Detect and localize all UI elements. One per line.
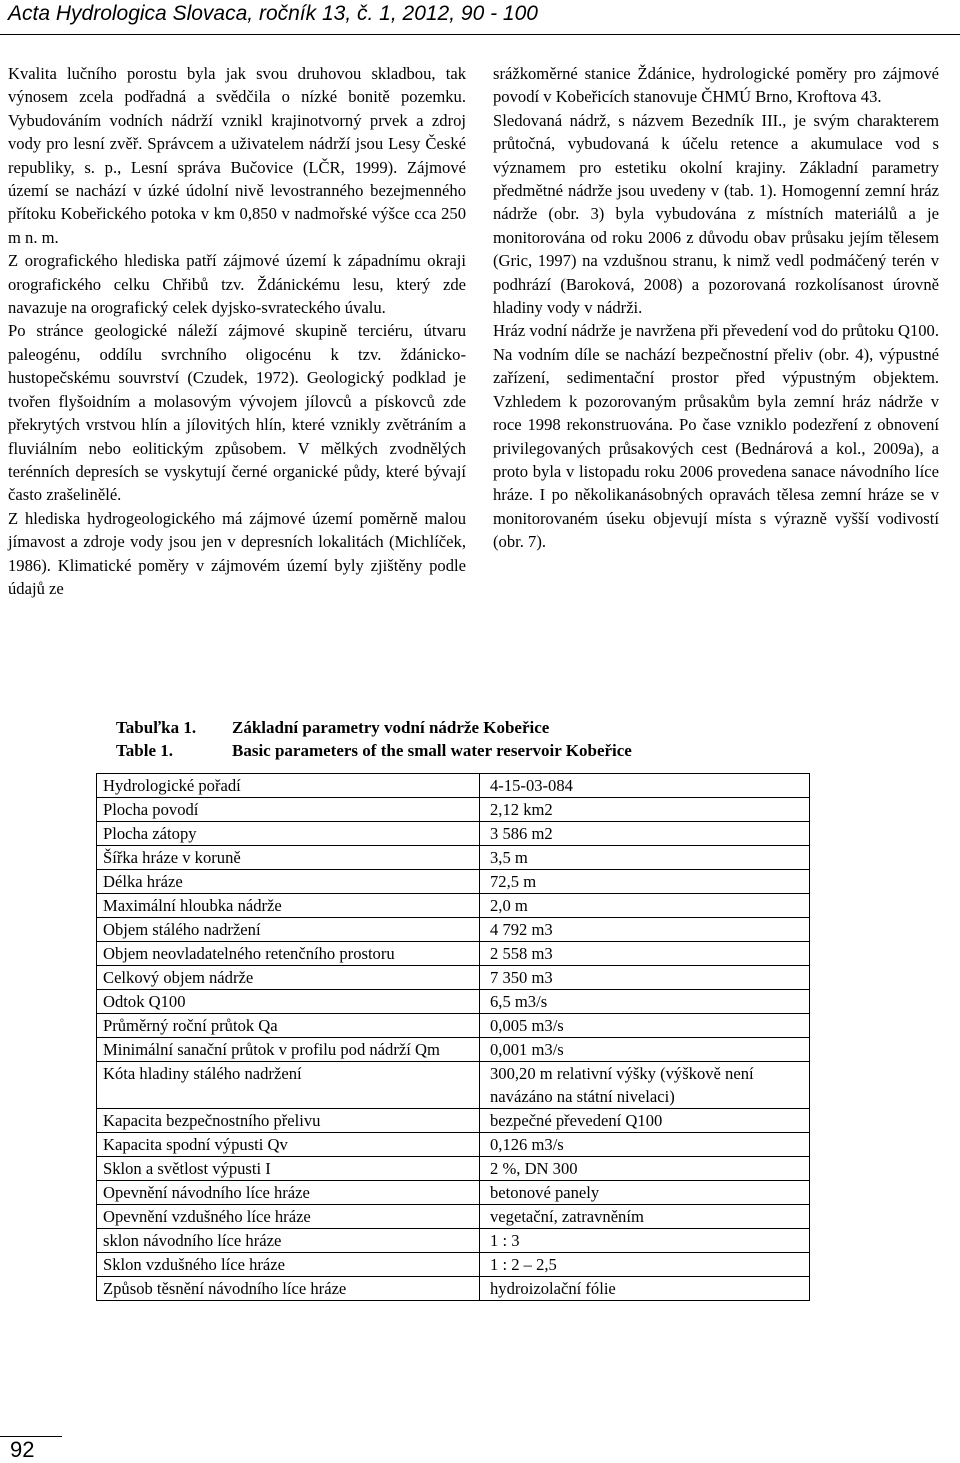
- parameter-name: Maximální hloubka nádrže: [97, 894, 480, 918]
- parameter-value: 4 792 m3: [480, 918, 810, 942]
- parameter-name: Sklon a světlost výpusti I: [97, 1157, 480, 1181]
- parameter-name: Opevnění vzdušného líce hráze: [97, 1205, 480, 1229]
- table-row: [97, 990, 810, 1014]
- table-row: [97, 1062, 810, 1109]
- table-row: [97, 1038, 810, 1062]
- right-column: [493, 62, 939, 554]
- parameter-name: sklon návodního líce hráze: [97, 1229, 480, 1253]
- table-row: [97, 1205, 810, 1229]
- parameter-value: 6,5 m3/s: [480, 990, 810, 1014]
- parameter-name: Kapacita bezpečnostního přelivu: [97, 1109, 480, 1133]
- parameter-value: 2 %, DN 300: [480, 1157, 810, 1181]
- parameter-value: betonové panely: [480, 1181, 810, 1205]
- journal-title: Acta Hydrologica Slovaca, ročník 13, č. 1, 2012, 90 - 100: [8, 2, 538, 25]
- paragraph: Z hlediska hydrogeologického má zájmové území poměrně malou jímavost a zdroje vody jsou jen v depresních lokalitách (Michlíček, 1986). Klimatické poměry v zájmovém území byly zjištěny podle údajů ze: [8, 508, 466, 598]
- table-row: [97, 846, 810, 870]
- table-row: [97, 942, 810, 966]
- parameter-value: 2,0 m: [480, 894, 810, 918]
- table-row: [97, 774, 810, 798]
- table-row: [97, 1109, 810, 1133]
- parameter-value: 2,12 km2: [480, 798, 810, 822]
- parameter-name: Hydrologické pořadí: [97, 774, 480, 798]
- paragraph: Sledovaná nádrž, s názvem Bezedník III., je svým charakterem průtočná, vybudovaná k účelu retence a akumulace vod s významem pro estetiku okolní krajiny. Základní parametry předmětné nádrže jsou uvedeny v (tab. 1). Homogenní zemní hráz nádrže (obr. 3) byla vybudována z místních materiálů a je monitorována od roku 2006 z důvodu obav průsaku jejím tělesem (Gric, 1997) na vzdušnou stranu, k nimž vedl podmáčený terén v podhrází (Baroková, 2008) a pozorovaná rozkolísanost úrovně hladiny vody v nádrži.: [493, 110, 939, 318]
- parameter-name: Odtok Q100: [97, 990, 480, 1014]
- parameter-name: Plocha povodí: [97, 798, 480, 822]
- table-row: [97, 1014, 810, 1038]
- parameter-name: Šířka hráze v koruně: [97, 846, 480, 870]
- parameter-name: Objem stálého nadržení: [97, 918, 480, 942]
- parameter-name: Celkový objem nádrže: [97, 966, 480, 990]
- table-row: [97, 870, 810, 894]
- parameter-name: Objem neovladatelného retenčního prostoru: [97, 942, 480, 966]
- parameter-value: 2 558 m3: [480, 942, 810, 966]
- table-row: [97, 1181, 810, 1205]
- parameter-value: 0,126 m3/s: [480, 1133, 810, 1157]
- paragraph: Po stránce geologické náleží zájmové skupině terciéru, útvaru paleogénu, oddílu svrchního oligocénu k tzv. ždánicko-hustopečskému souvrství (Czudek, 1972). Geologický podklad je tvořen flyšoidním a molasovým vývojem jílovců a pískovců zde překrytých vrstvou hlín a jílovitých hlín, které vznikly zvětráním a fluviálním nebo eolitickým způsobem. V mělkých zvodnělých terénních depresích se vyskytují černé organické půdy, které bývají často zrašelinělé.: [8, 321, 466, 505]
- paragraph: Hráz vodní nádrže je navržena při převedení vod do průtoku Q100. Na vodním díle se nachází bezpečnostní přeliv (obr. 4), výpustné zařízení, sedimentační prostor před výpustným objektem. Vzhledem k pozorovaným průsakům byla zemní hráz nádrže v roce 1998 rekonstruována. Po čase vzniklo podezření z obnovení privilegovaných průsakových cest (Bednárová a kol., 2009a), a proto byla v listopadu roku 2006 provedena sanace návodního líce hráze. I po několikanásobných opravách tělesa zemní hráze se v monitorovaném úseku objevují místa s výrazně vyšší vodivostí (obr. 7).: [493, 321, 939, 552]
- parameter-value: 300,20 m relativní výšky (výškově není navázáno na státní nivelaci): [480, 1062, 810, 1109]
- parameter-name: Minimální sanační průtok v profilu pod nádrží Qm: [97, 1038, 480, 1062]
- parameters-table: [96, 773, 810, 1301]
- parameter-name: Kóta hladiny stálého nadržení: [97, 1062, 480, 1109]
- parameter-value: vegetační, zatravněním: [480, 1205, 810, 1229]
- table-row: [97, 822, 810, 846]
- parameter-name: Plocha zátopy: [97, 822, 480, 846]
- parameter-value: 3 586 m2: [480, 822, 810, 846]
- table-caption: [116, 716, 632, 762]
- journal-header: [0, 0, 960, 40]
- table-row: [97, 1157, 810, 1181]
- parameter-value: 3,5 m: [480, 846, 810, 870]
- table-row: [97, 1253, 810, 1277]
- parameter-name: Kapacita spodní výpusti Qv: [97, 1133, 480, 1157]
- paragraph: Z orografického hlediska patří zájmové území k západnímu okraji orografického celku Chřibů tzv. Ždánickému lesu, který zde navazuje na orografický celek dyjsko-svrateckého úvalu.: [8, 251, 466, 318]
- parameter-value: 0,001 m3/s: [480, 1038, 810, 1062]
- caption-title: Základní parametry vodní nádrže Kobeřice: [232, 718, 550, 737]
- parameter-value: 4-15-03-084: [480, 774, 810, 798]
- parameter-name: Opevnění návodního líce hráze: [97, 1181, 480, 1205]
- paragraph: srážkoměrné stanice Ždánice, hydrologické poměry pro zájmové povodí v Kobeřicích stanovuje ČHMÚ Brno, Kroftova 43.: [493, 64, 939, 107]
- parameter-value: 1 : 2 – 2,5: [480, 1253, 810, 1277]
- paragraph: Kvalita lučního porostu byla jak svou druhovou skladbou, tak výnosem zcela podřadná a svědčila o nízké bonitě pozemku. Vybudováním vodních nádrží vznikl krajinotvorný prvek a zdroj vody pro lesní zvěř. Správcem a uživatelem nádrží jsou Lesy České republiky, s. p., Lesní správa Bučovice (LČR, 1999). Zájmové území se nachází v úzké údolní nivě levostranného bezejmenného přítoku Kobeřického potoka v km 0,850 v nadmořské výšce cca 250 m n. m.: [8, 64, 466, 247]
- caption-cz: [116, 716, 632, 739]
- left-column: [8, 62, 466, 600]
- caption-en: [116, 739, 632, 762]
- page-number: 92: [10, 1437, 35, 1462]
- header-rule: [0, 34, 960, 35]
- caption-label: Tabuľka 1.: [116, 718, 197, 737]
- table-row: [97, 1229, 810, 1253]
- parameter-name: Délka hráze: [97, 870, 480, 894]
- parameter-name: Průměrný roční průtok Qa: [97, 1014, 480, 1038]
- parameter-value: hydroizolační fólie: [480, 1277, 810, 1301]
- parameter-value: 72,5 m: [480, 870, 810, 894]
- parameter-name: Způsob těsnění návodního líce hráze: [97, 1277, 480, 1301]
- caption-title: Basic parameters of the small water reservoir Kobeřice: [232, 741, 632, 760]
- parameter-value: 0,005 m3/s: [480, 1014, 810, 1038]
- table-row: [97, 1277, 810, 1301]
- parameter-value: bezpečné převedení Q100: [480, 1109, 810, 1133]
- table-row: [97, 966, 810, 990]
- table-row: [97, 918, 810, 942]
- table-row: [97, 798, 810, 822]
- table-row: [97, 894, 810, 918]
- caption-label: Table 1.: [116, 741, 174, 760]
- parameter-value: 1 : 3: [480, 1229, 810, 1253]
- table-row: [97, 1133, 810, 1157]
- parameter-name: Sklon vzdušného líce hráze: [97, 1253, 480, 1277]
- parameter-value: 7 350 m3: [480, 966, 810, 990]
